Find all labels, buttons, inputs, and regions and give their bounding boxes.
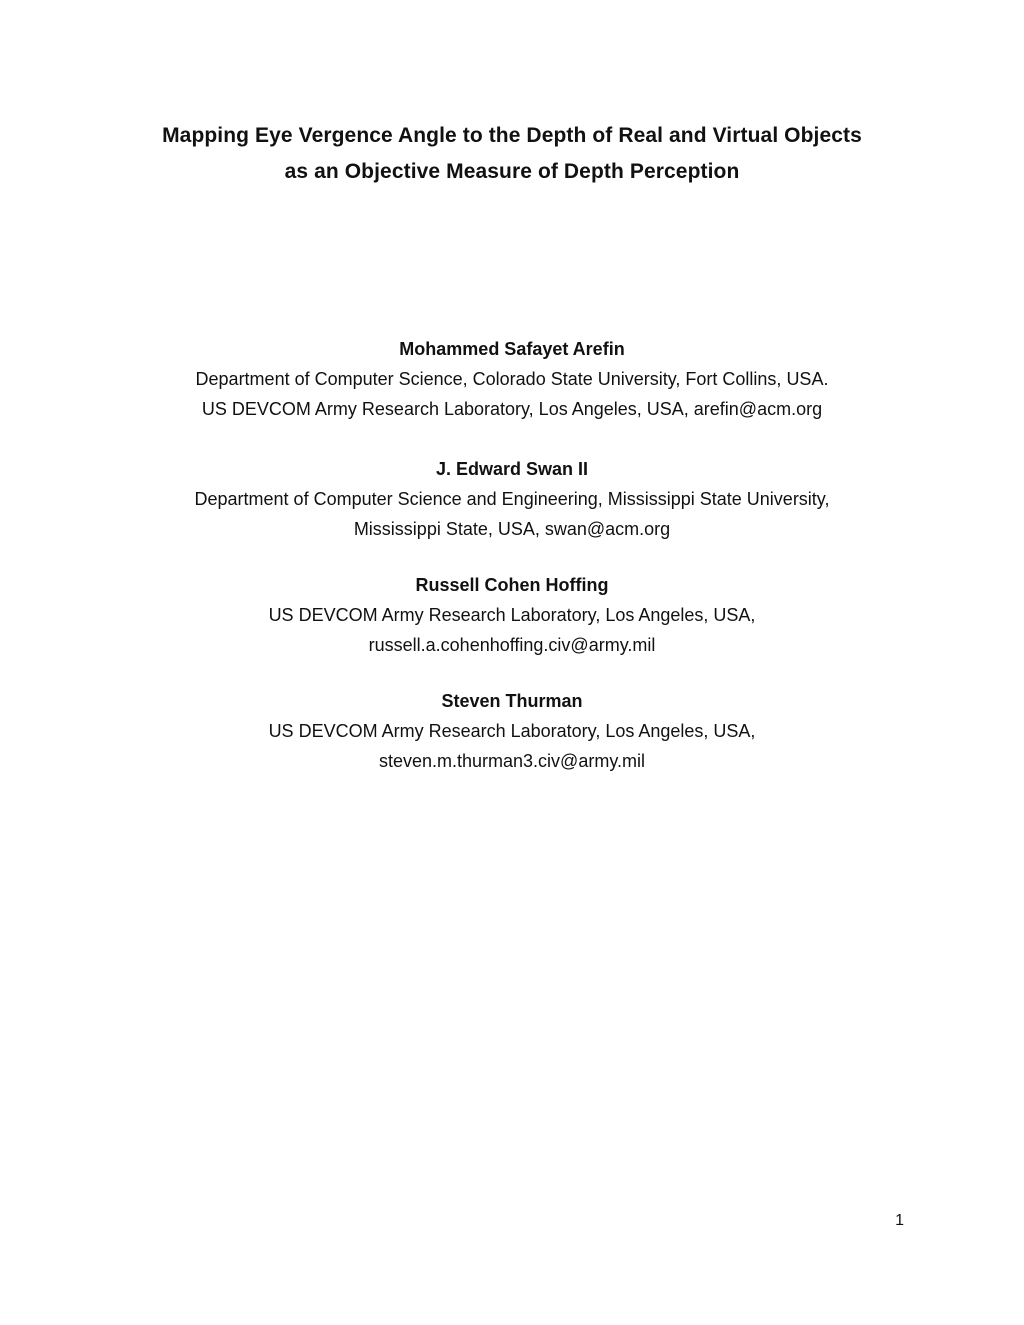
affiliation-line: US DEVCOM Army Research Laboratory, Los Angeles, USA, (268, 605, 756, 625)
affiliation-line: Department of Computer Science, Colorado State University, Fort Collins, USA. (195, 369, 829, 389)
author-block-swan (0, 454, 1024, 544)
title-line-2: as an Objective Measure of Depth Perception (284, 160, 740, 183)
affiliation-line: Mississippi State, USA, swan@acm.org (353, 519, 671, 539)
author-block-hoffing (0, 570, 1024, 660)
author-list (0, 334, 1024, 776)
title-line-1: Mapping Eye Vergence Angle to the Depth of Real and Virtual Objects (162, 124, 862, 147)
affiliation-line: US DEVCOM Army Research Laboratory, Los Angeles, USA, arefin@acm.org (201, 399, 823, 419)
author-block-arefin (0, 334, 1024, 424)
affiliation-line: russell.a.cohenhoffing.civ@army.mil (368, 635, 656, 655)
author-name: Mohammed Safayet Arefin (399, 339, 625, 359)
author-name: Russell Cohen Hoffing (415, 575, 609, 595)
affiliation-line: steven.m.thurman3.civ@army.mil (378, 751, 645, 771)
affiliation-line: US DEVCOM Army Research Laboratory, Los Angeles, USA, (268, 721, 756, 741)
affiliation-line: Department of Computer Science and Engineering, Mississippi State University, (194, 489, 830, 509)
author-block-thurman (0, 686, 1024, 776)
author-name: J. Edward Swan II (435, 459, 589, 479)
author-name: Steven Thurman (441, 691, 583, 711)
page-number: 1 (895, 1212, 904, 1229)
paper-title (0, 118, 1024, 190)
